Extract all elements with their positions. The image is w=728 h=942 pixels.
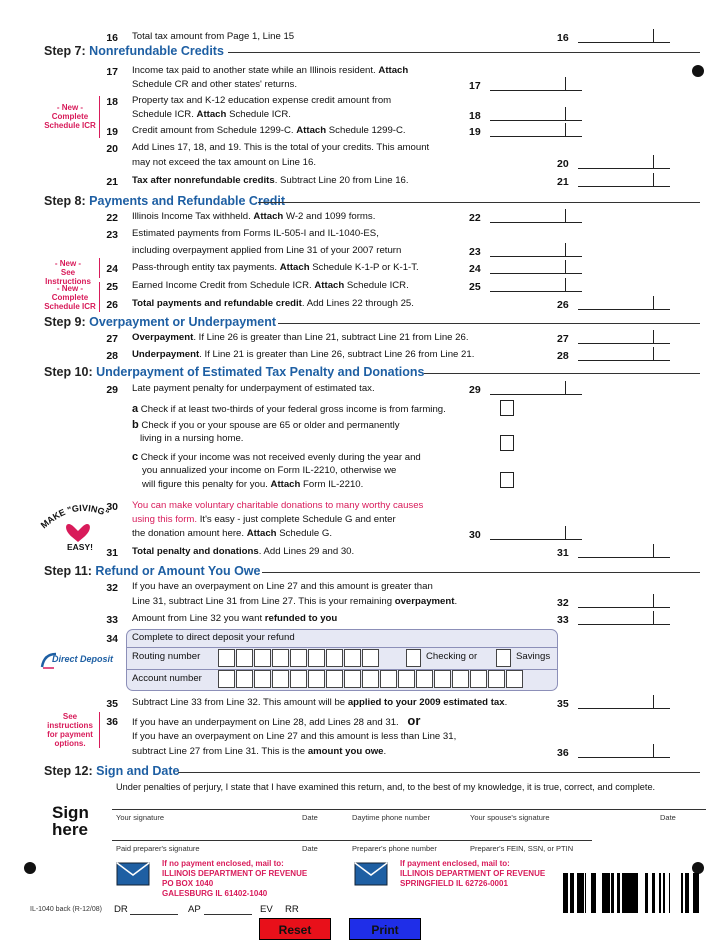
- account-digit-cell[interactable]: [488, 670, 505, 688]
- line-29c-checkbox[interactable]: [500, 472, 514, 488]
- date-label-1: Date: [302, 813, 318, 822]
- line-20-ref: 20: [557, 158, 569, 170]
- print-button[interactable]: Print: [349, 918, 421, 940]
- line-27-amount-field[interactable]: [578, 330, 670, 344]
- line-17-ref: 17: [469, 80, 481, 92]
- preparer-phone-label: Preparer's phone number: [352, 844, 437, 853]
- barcode-bar: [669, 873, 670, 913]
- date-label-2: Date: [660, 813, 676, 822]
- line-32-text: If you have an overpayment on Line 27 and this amount is greater than: [132, 581, 433, 592]
- line-17-text: Income tax paid to another state while an Illinois resident. Attach: [132, 65, 409, 76]
- line-16-number: 16: [106, 32, 118, 44]
- account-digit-cell[interactable]: [506, 670, 523, 688]
- mail-address-no-payment: If no payment enclosed, mail to: ILLINOIS DEPARTMENT OF REVENUE PO BOX 1040 GALESBURG IL 61402-1040: [162, 859, 308, 898]
- line-34-text: Complete to direct deposit your refund: [132, 632, 295, 643]
- note-new-schedule-icr-1: - New - Complete Schedule ICR: [44, 103, 96, 130]
- account-digit-cell[interactable]: [272, 670, 289, 688]
- checking-checkbox[interactable]: [406, 649, 421, 667]
- line-34-number: 34: [106, 633, 118, 645]
- routing-digit-cell[interactable]: [254, 649, 271, 667]
- ap-label: AP: [188, 904, 201, 915]
- barcode: [563, 873, 703, 913]
- line-33-number: 33: [106, 614, 118, 626]
- envelope-icon-1: [116, 862, 150, 889]
- account-digit-cell[interactable]: [290, 670, 307, 688]
- line-25-number: 25: [106, 281, 118, 293]
- spouse-signature-label: Your spouse's signature: [470, 813, 550, 822]
- routing-digit-cell[interactable]: [344, 649, 361, 667]
- line-36-text-3: subtract Line 27 from Line 31. This is the amount you owe.: [132, 746, 387, 757]
- barcode-bar: [585, 873, 586, 913]
- registration-dot-left: [24, 862, 36, 874]
- line-30-text-2: using this form. It's easy - just complete Schedule G and enter: [132, 514, 396, 525]
- line-20-number: 20: [106, 143, 118, 155]
- line-19-ref: 19: [469, 126, 481, 138]
- line-30-ref: 30: [469, 529, 481, 541]
- line-22-amount-field[interactable]: [490, 209, 582, 223]
- line-26-number: 26: [106, 299, 118, 311]
- line-20-amount-field[interactable]: [578, 155, 670, 169]
- line-29c-text: c Check if your income was not received evenly during the year and: [132, 451, 421, 463]
- line-20-text-2: may not exceed the tax amount on Line 16.: [132, 157, 317, 168]
- step-11-heading: Step 11: Refund or Amount You Owe: [44, 564, 261, 578]
- routing-digit-cell[interactable]: [236, 649, 253, 667]
- line-22-ref: 22: [469, 212, 481, 224]
- barcode-bar: [664, 873, 665, 913]
- line-23-text-2: including overpayment applied from Line 31 of your 2007 return: [132, 245, 402, 256]
- account-digit-cell[interactable]: [362, 670, 379, 688]
- line-26-amount-field[interactable]: [578, 296, 670, 310]
- checking-label: Checking or: [426, 651, 478, 662]
- savings-label: Savings: [516, 651, 551, 662]
- line-32-text-2: Line 31, subtract Line 31 from Line 27. This is your remaining overpayment.: [132, 596, 458, 607]
- line-31-amount-field[interactable]: [578, 544, 670, 558]
- account-digit-cell[interactable]: [254, 670, 271, 688]
- account-digit-cell[interactable]: [470, 670, 487, 688]
- line-17-amount-field[interactable]: [490, 77, 582, 91]
- line-32-ref: 32: [557, 597, 569, 609]
- date-label-3: Date: [302, 844, 318, 853]
- line-26-ref: 26: [557, 299, 569, 311]
- line-28-text: Underpayment. If Line 21 is greater than Line 26, subtract Line 26 from Line 21.: [132, 349, 475, 360]
- line-21-text: Tax after nonrefundable credits. Subtract Line 20 from Line 16.: [132, 175, 409, 186]
- line-19-number: 19: [106, 126, 118, 138]
- account-digit-cell[interactable]: [452, 670, 469, 688]
- line-33-ref: 33: [557, 614, 569, 626]
- routing-digit-cell[interactable]: [362, 649, 379, 667]
- line-21-number: 21: [106, 176, 118, 188]
- line-29-ref: 29: [469, 384, 481, 396]
- line-36-amount-field[interactable]: [578, 744, 670, 758]
- line-33-amount-field[interactable]: [578, 611, 670, 625]
- barcode-bar: [607, 873, 610, 913]
- line-18-amount-field[interactable]: [490, 107, 582, 121]
- line-29a-checkbox[interactable]: [500, 400, 514, 416]
- note-payment-options: See instructions for payment options.: [47, 712, 93, 748]
- line-18-number: 18: [106, 96, 118, 108]
- line-22-text: Illinois Income Tax withheld. Attach W-2 and 1099 forms.: [132, 211, 376, 222]
- line-31-number: 31: [106, 547, 118, 559]
- routing-digit-cell[interactable]: [272, 649, 289, 667]
- routing-digit-cell[interactable]: [218, 649, 235, 667]
- paid-preparer-signature-label: Paid preparer's signature: [116, 844, 200, 853]
- daytime-phone-label: Daytime phone number: [352, 813, 430, 822]
- envelope-icon-2: [354, 862, 388, 889]
- barcode-bar: [594, 873, 596, 913]
- note-new-schedule-icr-2: - New - Complete Schedule ICR: [44, 284, 96, 311]
- line-28-number: 28: [106, 350, 118, 362]
- line-35-ref: 35: [557, 698, 569, 710]
- line-31-text: Total penalty and donations. Add Lines 29 and 30.: [132, 546, 355, 557]
- line-36-text: If you have an underpayment on Line 28, add Lines 28 and 31. or: [132, 713, 421, 728]
- line-23-number: 23: [106, 229, 118, 241]
- barcode-bar: [645, 873, 648, 913]
- sign-here-label: Sign here: [52, 803, 89, 839]
- step-8-heading: Step 8: Payments and Refundable Credit: [44, 194, 286, 208]
- line-30-text: You can make voluntary charitable donations to many worthy causes: [132, 500, 424, 511]
- line-21-ref: 21: [557, 176, 569, 188]
- line-29-number: 29: [106, 384, 118, 396]
- svg-text:MAKE "GIVING": MAKE "GIVING": [38, 502, 111, 531]
- line-20-text: Add Lines 17, 18, and 19. This is the total of your credits. This amount: [132, 142, 430, 153]
- account-digit-cell[interactable]: [398, 670, 415, 688]
- line-25-ref: 25: [469, 281, 481, 293]
- line-36-ref: 36: [557, 747, 569, 759]
- line-27-number: 27: [106, 333, 118, 345]
- svg-text:EASY!: EASY!: [67, 542, 93, 551]
- barcode-bar: [686, 873, 689, 913]
- line-26-text: Total payments and refundable credit. Add Lines 22 through 25.: [132, 298, 414, 309]
- preparer-fein-label: Preparer's FEIN, SSN, or PTIN: [470, 844, 574, 853]
- line-28-ref: 28: [557, 350, 569, 362]
- routing-digit-cell[interactable]: [326, 649, 343, 667]
- line-19-amount-field[interactable]: [490, 123, 582, 137]
- line-22-number: 22: [106, 212, 118, 224]
- your-signature-label: Your signature: [116, 813, 165, 822]
- note-new-see-instructions: - New - See Instructions: [45, 259, 91, 286]
- line-29b-checkbox[interactable]: [500, 435, 514, 451]
- line-29a-text: a Check if at least two-thirds of your federal gross income is from farming.: [132, 403, 446, 415]
- reset-button[interactable]: Reset: [259, 918, 331, 940]
- step-7-heading: Step 7: Nonrefundable Credits: [44, 44, 224, 58]
- routing-digit-cell[interactable]: [290, 649, 307, 667]
- line-35-amount-field[interactable]: [578, 695, 670, 709]
- barcode-bar: [659, 873, 661, 913]
- step-9-heading: Step 9: Overpayment or Underpayment: [44, 315, 277, 329]
- barcode-bar: [696, 873, 699, 913]
- rr-label: RR: [285, 904, 299, 915]
- line-33-text: Amount from Line 32 you want refunded to you: [132, 613, 338, 624]
- form-id-footer: IL-1040 back (R-12/08): [30, 906, 102, 913]
- line-24-number: 24: [106, 263, 118, 275]
- line-36-text-2: If you have an overpayment on Line 27 and this amount is less than Line 31,: [132, 731, 457, 742]
- account-digit-cell[interactable]: [434, 670, 451, 688]
- line-25-text: Earned Income Credit from Schedule ICR. Attach Schedule ICR.: [132, 280, 409, 291]
- line-24-ref: 24: [469, 263, 481, 275]
- account-digit-cell[interactable]: [308, 670, 325, 688]
- savings-checkbox[interactable]: [496, 649, 511, 667]
- perjury-statement: Under penalties of perjury, I state that I have examined this return, and, to the best of my knowledge, it is true, correct, and complete.: [116, 782, 656, 792]
- line-29-text: Late payment penalty for underpayment of estimated tax.: [132, 383, 375, 394]
- line-28-amount-field[interactable]: [578, 347, 670, 361]
- line-23-ref: 23: [469, 246, 481, 258]
- barcode-bar: [611, 873, 614, 913]
- account-digit-cell[interactable]: [344, 670, 361, 688]
- line-35-text: Subtract Line 33 from Line 32. This amount will be applied to your 2009 estimated tax.: [132, 697, 508, 708]
- line-21-amount-field[interactable]: [578, 173, 670, 187]
- line-29b-text: b Check if you or your spouse are 65 or older and permanently: [132, 419, 400, 431]
- line-27-ref: 27: [557, 333, 569, 345]
- step-12-heading: Step 12: Sign and Date: [44, 764, 180, 778]
- account-digit-cell[interactable]: [416, 670, 433, 688]
- direct-deposit-logo: Direct Deposit: [40, 651, 120, 671]
- line-25-amount-field[interactable]: [490, 278, 582, 292]
- account-digit-cell[interactable]: [380, 670, 397, 688]
- line-29-amount-field[interactable]: [490, 381, 582, 395]
- line-16-ref: 16: [557, 32, 569, 44]
- line-30-number: 30: [106, 501, 118, 513]
- line-32-amount-field[interactable]: [578, 594, 670, 608]
- account-digit-cell[interactable]: [218, 670, 235, 688]
- barcode-bar: [567, 873, 568, 913]
- mail-address-with-payment: If payment enclosed, mail to: ILLINOIS DEPARTMENT OF REVENUE SPRINGFIELD IL 62726-0001: [400, 859, 546, 888]
- line-32-number: 32: [106, 582, 118, 594]
- line-36-number: 36: [106, 716, 118, 728]
- line-31-ref: 31: [557, 547, 569, 559]
- barcode-bar: [573, 873, 574, 913]
- ev-label: EV: [260, 904, 273, 915]
- line-18-ref: 18: [469, 110, 481, 122]
- line-17-number: 17: [106, 66, 118, 78]
- line-16-amount-field[interactable]: [578, 29, 670, 43]
- barcode-bar: [652, 873, 655, 913]
- line-30-text-3: the donation amount here. Attach Schedule G.: [132, 528, 333, 539]
- line-17-text-2: Schedule CR and other states' returns.: [132, 79, 298, 90]
- barcode-bar: [636, 873, 638, 913]
- line-30-amount-field[interactable]: [490, 526, 582, 540]
- line-23-text: Estimated payments from Forms IL-505-I and IL-1040-ES,: [132, 228, 379, 239]
- account-digit-cell[interactable]: [236, 670, 253, 688]
- barcode-bar: [617, 873, 620, 913]
- line-29c-text-2: you annualized your income on Form IL-2210, otherwise we: [142, 465, 397, 476]
- line-23-amount-field[interactable]: [490, 243, 582, 257]
- line-24-amount-field[interactable]: [490, 260, 582, 274]
- line-18-text-2: Schedule ICR. Attach Schedule ICR.: [132, 109, 291, 120]
- line-29b-text-2: living in a nursing home.: [140, 433, 244, 444]
- barcode-bar: [582, 873, 584, 913]
- line-27-text: Overpayment. If Line 26 is greater than Line 21, subtract Line 21 from Line 26.: [132, 332, 469, 343]
- line-29c-text-3: will figure this penalty for you. Attach Form IL-2210.: [142, 479, 364, 490]
- routing-number-label: Routing number: [132, 651, 201, 662]
- step-10-heading: Step 10: Underpayment of Estimated Tax Penalty and Donations: [44, 365, 425, 379]
- routing-digit-cell[interactable]: [308, 649, 325, 667]
- barcode-bar: [681, 873, 683, 913]
- dr-label: DR: [114, 904, 128, 915]
- line-24-text: Pass-through entity tax payments. Attach Schedule K-1-P or K-1-T.: [132, 262, 419, 273]
- account-number-label: Account number: [132, 673, 202, 684]
- account-digit-cell[interactable]: [326, 670, 343, 688]
- line-35-number: 35: [106, 698, 118, 710]
- line-19-text: Credit amount from Schedule 1299-C. Attach Schedule 1299-C.: [132, 125, 406, 136]
- line-16-text: Total tax amount from Page 1, Line 15: [132, 31, 295, 42]
- registration-dot-right: [692, 65, 704, 77]
- line-18-text: Property tax and K-12 education expense credit amount from: [132, 95, 392, 106]
